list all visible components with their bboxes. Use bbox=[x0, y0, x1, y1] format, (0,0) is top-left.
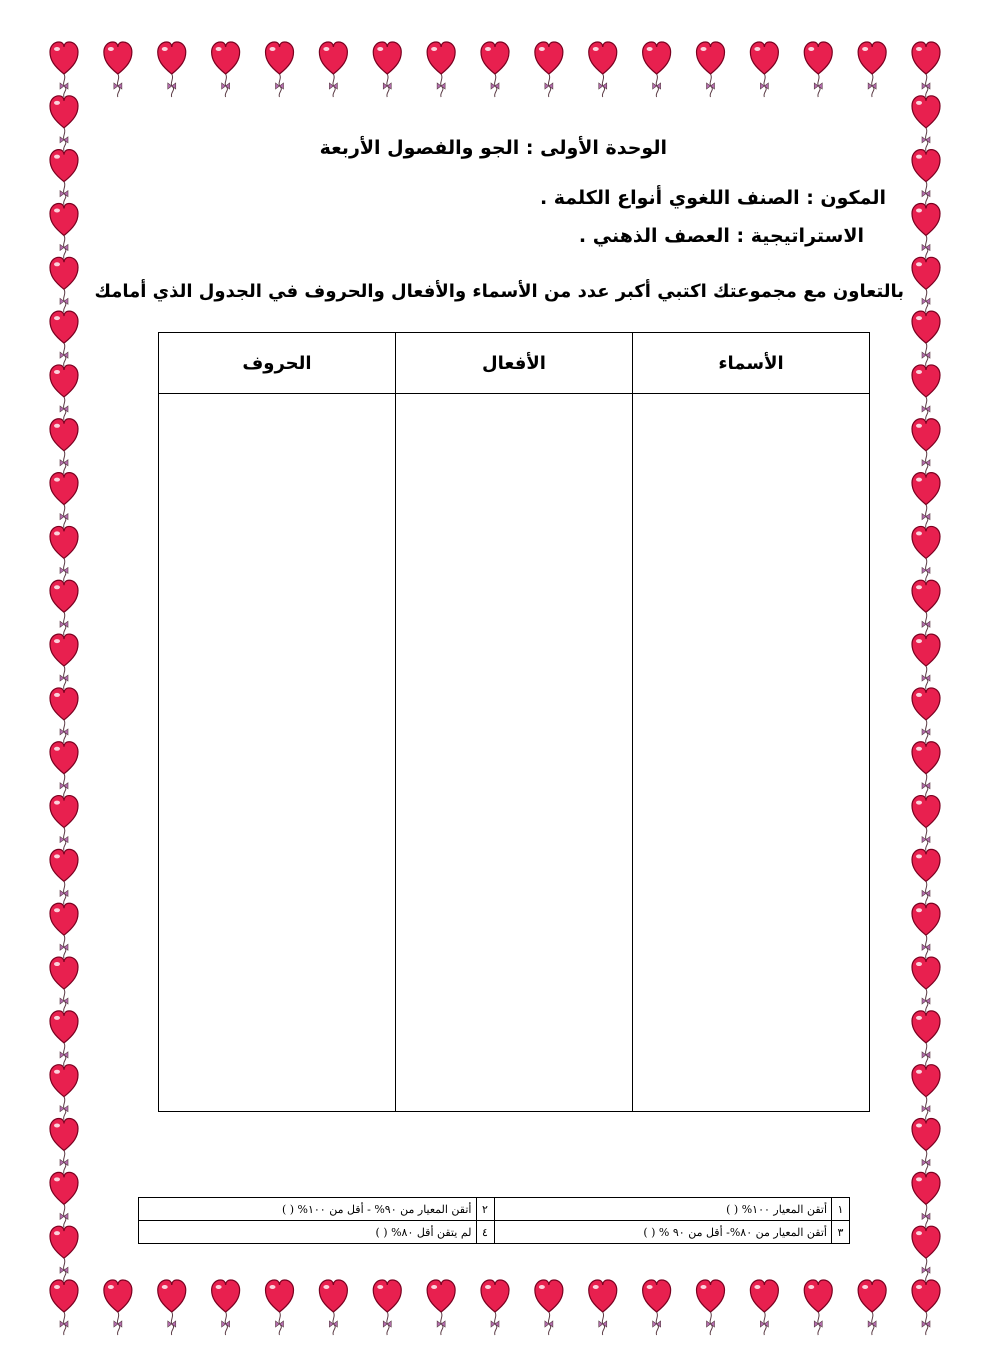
heart-balloon-icon bbox=[589, 42, 617, 97]
heart-balloon-icon bbox=[158, 42, 186, 97]
heart-balloon-icon bbox=[50, 742, 78, 797]
rubric-row bbox=[139, 1198, 850, 1221]
heart-balloon-icon bbox=[804, 1280, 832, 1335]
heart-balloon-icon bbox=[50, 634, 78, 689]
heart-balloon-icon bbox=[912, 365, 940, 420]
heart-balloon-icon bbox=[912, 311, 940, 366]
rubric-level-text: أتقن المعيار من ٨٠%- أقل من ٩٠ % ( ) bbox=[494, 1221, 832, 1244]
heart-balloon-icon bbox=[643, 1280, 671, 1335]
rubric-level-number: ١ bbox=[832, 1198, 850, 1221]
heart-balloon-icon bbox=[50, 1065, 78, 1120]
rubric-level-number: ٤ bbox=[476, 1221, 494, 1244]
heart-balloon-icon bbox=[50, 580, 78, 635]
heart-balloon-icon bbox=[50, 526, 78, 581]
heart-balloon-icon bbox=[50, 257, 78, 312]
work-table-header-row bbox=[159, 333, 870, 394]
heart-balloon-icon bbox=[50, 688, 78, 743]
instruction-line: بالتعاون مع مجموعتك اكتبي أكبر عدد من الأسماء والأفعال والحروف في الجدول الذي أمامك bbox=[94, 281, 904, 302]
heart-balloon-icon bbox=[912, 634, 940, 689]
heart-balloon-icon bbox=[319, 1280, 347, 1335]
heart-balloon-icon bbox=[643, 42, 671, 97]
heart-balloon-icon bbox=[373, 42, 401, 97]
heart-balloon-icon bbox=[50, 365, 78, 420]
strategy-line: الاستراتيجية : العصف الذهني . bbox=[578, 225, 864, 247]
column-header-verbs: الأفعال bbox=[396, 333, 633, 394]
heart-balloon-icon bbox=[427, 1280, 455, 1335]
heart-balloon-icon bbox=[697, 42, 725, 97]
rubric-level-number: ٢ bbox=[476, 1198, 494, 1221]
heart-balloon-icon bbox=[912, 1065, 940, 1120]
heart-balloon-icon bbox=[104, 42, 132, 97]
heart-balloon-icon bbox=[50, 1226, 78, 1281]
heart-balloon-icon bbox=[50, 957, 78, 1012]
heart-balloon-icon bbox=[912, 742, 940, 797]
rubric-level-text: لم يتقن أقل ٨٠% ( ) bbox=[139, 1221, 477, 1244]
letters-answer-cell[interactable] bbox=[159, 394, 396, 1112]
heart-balloon-icon bbox=[50, 473, 78, 528]
heart-balloon-icon bbox=[50, 203, 78, 258]
heart-balloon-icon bbox=[535, 42, 563, 97]
heart-balloon-icon bbox=[50, 1280, 78, 1335]
heart-balloon-icon bbox=[912, 42, 940, 97]
heart-balloon-icon bbox=[427, 42, 455, 97]
rubric-level-text: أتقن المعيار ١٠٠% ( ) bbox=[494, 1198, 832, 1221]
heart-balloon-icon bbox=[912, 526, 940, 581]
heart-balloon-icon bbox=[266, 42, 294, 97]
heart-balloon-icon bbox=[50, 903, 78, 958]
heart-balloon-icon bbox=[912, 796, 940, 851]
heart-balloon-icon bbox=[804, 42, 832, 97]
heart-balloon-icon bbox=[912, 688, 940, 743]
heart-balloon-icon bbox=[912, 257, 940, 312]
heart-balloon-icon bbox=[481, 1280, 509, 1335]
heart-balloon-icon bbox=[912, 1119, 940, 1174]
heart-balloon-icon bbox=[858, 42, 886, 97]
heart-balloon-icon bbox=[589, 1280, 617, 1335]
verbs-answer-cell[interactable] bbox=[396, 394, 633, 1112]
heart-balloon-icon bbox=[50, 311, 78, 366]
rubric-row bbox=[139, 1221, 850, 1244]
heart-balloon-icon bbox=[535, 1280, 563, 1335]
heart-balloon-icon bbox=[319, 42, 347, 97]
heart-balloon-icon bbox=[158, 1280, 186, 1335]
column-header-letters: الحروف bbox=[159, 333, 396, 394]
rubric-level-number: ٣ bbox=[832, 1221, 850, 1244]
heart-balloon-icon bbox=[912, 150, 940, 205]
heart-balloon-icon bbox=[912, 1226, 940, 1281]
heart-balloon-icon bbox=[212, 42, 240, 97]
column-header-nouns: الأسماء bbox=[633, 333, 870, 394]
nouns-answer-cell[interactable] bbox=[633, 394, 870, 1112]
work-table-answer-row bbox=[159, 394, 870, 1112]
heart-balloon-icon bbox=[373, 1280, 401, 1335]
heart-balloon-icon bbox=[858, 1280, 886, 1335]
work-table bbox=[158, 332, 870, 1112]
heart-balloon-icon bbox=[750, 42, 778, 97]
heart-balloon-icon bbox=[50, 96, 78, 151]
heart-balloon-icon bbox=[104, 1280, 132, 1335]
component-line: المكون : الصنف اللغوي أنواع الكلمة . bbox=[539, 187, 886, 209]
heart-balloon-icon bbox=[912, 957, 940, 1012]
heart-balloon-icon bbox=[697, 1280, 725, 1335]
heart-balloon-icon bbox=[912, 473, 940, 528]
heart-balloon-icon bbox=[912, 1280, 940, 1335]
heart-balloon-icon bbox=[50, 419, 78, 474]
heart-balloon-icon bbox=[912, 203, 940, 258]
heart-balloon-icon bbox=[50, 150, 78, 205]
heart-balloon-icon bbox=[50, 1011, 78, 1066]
rubric-level-text: أتقن المعيار من ٩٠% - أقل من ١٠٠% ( ) bbox=[139, 1198, 477, 1221]
heart-balloon-icon bbox=[912, 1172, 940, 1227]
heart-balloon-icon bbox=[50, 796, 78, 851]
heart-balloon-icon bbox=[50, 42, 78, 97]
heart-balloon-icon bbox=[212, 1280, 240, 1335]
heart-balloon-icon bbox=[50, 849, 78, 904]
rubric-table bbox=[138, 1197, 850, 1244]
heart-balloon-icon bbox=[912, 1011, 940, 1066]
unit-title: الوحدة الأولى : الجو والفصول الأربعة bbox=[319, 137, 667, 159]
heart-balloon-icon bbox=[912, 96, 940, 151]
heart-balloon-icon bbox=[912, 580, 940, 635]
heart-balloon-icon bbox=[481, 42, 509, 97]
heart-balloon-icon bbox=[50, 1119, 78, 1174]
heart-balloon-icon bbox=[266, 1280, 294, 1335]
heart-balloon-icon bbox=[912, 419, 940, 474]
heart-balloon-icon bbox=[912, 849, 940, 904]
heart-balloon-icon bbox=[912, 903, 940, 958]
heart-balloon-icon bbox=[750, 1280, 778, 1335]
heart-balloon-icon bbox=[50, 1172, 78, 1227]
